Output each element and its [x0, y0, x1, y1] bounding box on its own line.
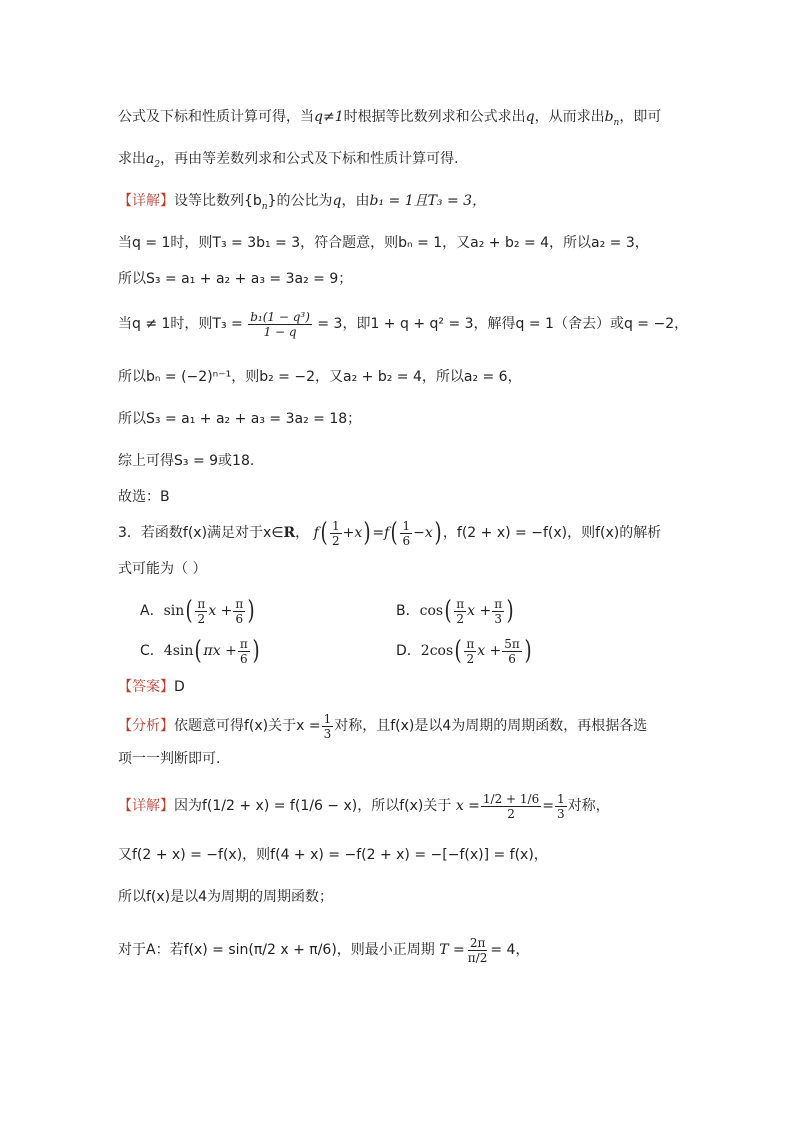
- text-segment: = 3，即1 + q + q² = 3，解得q = 1（舍去）或q = −2，: [317, 316, 689, 332]
- fraction-denominator: 2: [331, 533, 340, 548]
- function-name: 4sin: [163, 643, 194, 659]
- fraction: [492, 597, 504, 626]
- fraction-numerator: π: [456, 596, 465, 611]
- fraction-numerator: 1: [556, 791, 565, 806]
- answer-tag: 【答案】: [118, 679, 174, 695]
- fraction-denominator: π/2: [467, 950, 488, 965]
- math-inline: x +: [467, 603, 492, 619]
- option-a[interactable]: [140, 592, 256, 630]
- text-segment: 当q ≠ 1时，则T₃ =: [118, 316, 243, 332]
- analysis-line-2: 项一一判断即可.: [118, 751, 221, 767]
- text-segment: 对于A：若f(x) = sin(π/2 x + π/6)，则最小正周期: [118, 942, 435, 958]
- fraction: [233, 597, 245, 626]
- fraction: [555, 792, 567, 821]
- fraction-denominator: 6: [508, 651, 516, 666]
- fraction: [502, 637, 522, 666]
- fraction: [330, 519, 342, 548]
- fraction-numerator: 1: [402, 518, 411, 533]
- paren-left: (: [390, 518, 398, 548]
- math-subscript: n: [613, 117, 620, 128]
- math-inline: q: [525, 109, 535, 125]
- math-inline: x +: [477, 643, 502, 659]
- text-segment: 对称，且f(x)是以4为周期的周期函数，再根据各选: [334, 718, 648, 734]
- answer-value: D: [174, 679, 185, 695]
- paren-right: ): [363, 518, 371, 548]
- fraction-numerator: π: [239, 636, 248, 651]
- text-segment: 因为f(1/2 + x) = f(1/6 − x)，所以f(x)关于: [174, 798, 452, 814]
- fraction-denominator: 3: [494, 611, 502, 626]
- function-name: cos: [419, 603, 444, 619]
- math-inline: =: [372, 525, 385, 541]
- fraction-denominator: 6: [239, 651, 248, 666]
- math-inline: f: [313, 525, 319, 541]
- text-segment: = 4，: [490, 942, 530, 958]
- option-label: B．: [396, 603, 420, 619]
- text-segment: ，f(2 + x) = −f(x)，则f(x)的解析: [442, 525, 662, 541]
- math-inline: T =: [439, 942, 465, 958]
- math-inline: −x: [413, 525, 433, 541]
- math-inline: q≠1: [314, 109, 344, 125]
- detail-tag: 【详解】: [118, 798, 174, 814]
- text-segment: ，: [295, 525, 310, 541]
- option-c[interactable]: [140, 632, 261, 670]
- option-label: A．: [140, 603, 164, 619]
- paren-right: ): [524, 636, 532, 666]
- math-inline: f: [384, 525, 390, 541]
- paren-left: (: [444, 596, 452, 626]
- detail2-line-2: 又f(2 + x) = −f(x)，则f(4 + x) = −f(2 + x) = −[−f(x)] = f(x)，: [118, 847, 548, 863]
- fraction-numerator: b₁(1 − q³): [250, 309, 310, 324]
- math-inline: x =: [455, 798, 480, 814]
- fraction-numerator: 1/2 + 1/6: [482, 791, 540, 806]
- fraction-numerator: 1: [323, 711, 332, 726]
- analysis-tag: 【分析】: [118, 718, 174, 734]
- detail-tag: 【详解】: [118, 193, 174, 209]
- text-segment: }的公比为: [267, 193, 333, 209]
- text-segment: 时根据等比数列求和公式求出: [343, 109, 526, 125]
- math-subscript: 2: [154, 159, 161, 170]
- text-line-3: [118, 190, 486, 218]
- answer-line: [118, 676, 185, 698]
- math-subscript: n: [261, 201, 268, 212]
- function-name: 2cos: [420, 643, 454, 659]
- fraction-denominator: 3: [556, 806, 565, 821]
- detail2-line-4: [118, 924, 529, 976]
- text-line-7: 所以bₙ = (−2)ⁿ⁻¹，则b₂ = −2，又a₂ + b₂ = 4，所以a₂ = 6，: [118, 369, 522, 385]
- paren-right: ): [434, 518, 442, 548]
- fraction: [466, 936, 490, 965]
- text-line-10: 故选：B: [118, 489, 170, 505]
- fraction-denominator: 2: [456, 611, 464, 626]
- option-b[interactable]: [396, 592, 515, 630]
- text-segment: 设等比数列{b: [174, 193, 262, 209]
- fraction-numerator: π: [197, 596, 206, 611]
- fraction: [481, 792, 541, 821]
- fraction-numerator: π: [466, 636, 475, 651]
- fraction-numerator: 2π: [469, 935, 486, 950]
- fraction-denominator: 2: [197, 611, 206, 626]
- detail2-line-3: 所以f(x)是以4为周期的周期函数；: [118, 889, 334, 905]
- fraction: [238, 637, 250, 666]
- fraction: [464, 637, 476, 666]
- fraction: [248, 310, 312, 339]
- paren-right: ): [506, 596, 514, 626]
- math-set-R: R: [283, 525, 296, 541]
- fraction-numerator: 1: [331, 518, 340, 533]
- text-segment: 依题意可得f(x)关于x =: [174, 718, 321, 734]
- text-segment: ，即可: [619, 109, 662, 125]
- paren-right: ): [247, 596, 255, 626]
- fraction: [400, 519, 412, 548]
- fraction-denominator: 2: [507, 806, 515, 821]
- fraction: [195, 597, 207, 626]
- fraction-numerator: 5π: [504, 636, 520, 651]
- math-inline: +x: [342, 525, 363, 541]
- math-inline: q: [332, 193, 342, 209]
- detail2-line-1: [118, 780, 610, 832]
- fraction: [322, 712, 334, 741]
- text-segment: 公式及下标和性质计算可得，当: [118, 109, 314, 125]
- fraction-numerator: π: [494, 596, 503, 611]
- function-name: sin: [163, 603, 185, 619]
- text-segment: ，由: [341, 193, 370, 209]
- fraction-denominator: 6: [402, 533, 411, 548]
- paren-left: (: [185, 596, 193, 626]
- math-inline: b₁ = 1且T₃ = 3，: [369, 193, 487, 209]
- paren-left: (: [454, 636, 462, 666]
- paren-left: (: [194, 636, 203, 666]
- paren-left: (: [320, 518, 328, 548]
- text-line-5: 所以S₃ = a₁ + a₂ + a₃ = 3a₂ = 9；: [118, 271, 353, 287]
- option-label: C．: [140, 643, 164, 659]
- text-line-2: [118, 148, 459, 176]
- text-line-8: 所以S₃ = a₁ + a₂ + a₃ = 3a₂ = 18；: [118, 411, 362, 427]
- text-segment: 对称，: [567, 798, 610, 814]
- analysis-line-1: [118, 706, 647, 746]
- text-segment: ，再由等差数列求和公式及下标和性质计算可得.: [160, 151, 459, 167]
- math-inline: b: [604, 109, 614, 125]
- text-segment: 求出: [118, 151, 146, 167]
- fraction-denominator: 1 − q: [263, 324, 297, 339]
- paren-right: ): [252, 636, 260, 666]
- text-line-1: [118, 106, 661, 134]
- math-inline: πx +: [203, 643, 237, 659]
- text-segment: ，从而求出: [534, 109, 605, 125]
- fraction-denominator: 6: [235, 611, 244, 626]
- fraction-numerator: π: [235, 596, 244, 611]
- fraction: [454, 597, 466, 626]
- text-segment: 3．若函数f(x)满足对于x∈: [118, 525, 284, 541]
- option-d[interactable]: [396, 632, 533, 670]
- fraction-denominator: 3: [323, 726, 332, 741]
- math-inline: =: [542, 798, 554, 814]
- text-line-6: [118, 302, 688, 346]
- question-3-line-2: 式可能为（ ）: [118, 561, 207, 577]
- math-inline: a: [146, 151, 155, 167]
- text-line-9: 综上可得S₃ = 9或18.: [118, 453, 255, 469]
- question-3-line-1: [118, 514, 661, 552]
- math-inline: x +: [208, 603, 233, 619]
- fraction-denominator: 2: [466, 651, 475, 666]
- option-label: D．: [396, 643, 421, 659]
- text-line-4: 当q = 1时，则T₃ = 3b₁ = 3，符合题意，则bₙ = 1，又a₂ + b₂ = 4，所以a₂ = 3，: [118, 235, 649, 251]
